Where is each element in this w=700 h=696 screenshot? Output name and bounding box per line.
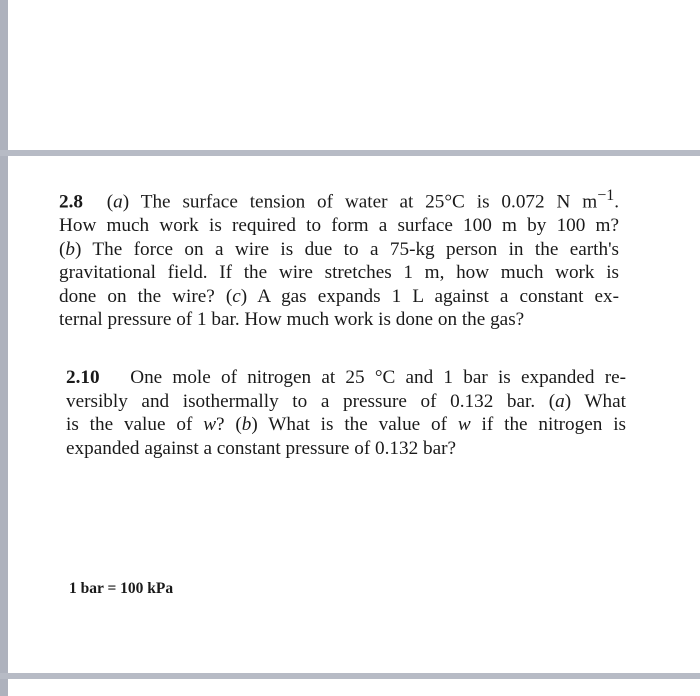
problem-2-8-line-3: (b) The force on a wire is due to a 75-kg person in the earth's — [59, 238, 619, 260]
problem-2-8-line-1: 2.8 (a) The surface tension of water at 25°C is 0.072 N $m^{-1}$. — [59, 187, 620, 213]
work-symbol: w — [203, 414, 217, 436]
problem-2-10-line-4: expanded against a constant pressure of 0.132 bar? — [66, 437, 457, 459]
part-letter: b — [241, 414, 252, 436]
problem-2-8-line-5: done on the wire? (c) A gas expands 1 L against a constant ex- — [59, 285, 619, 307]
problem-text: The surface tension of water at 25°C is 0.072 N m — [140, 191, 598, 213]
problem-2-8-line-4: gravitational field. If the wire stretches 1 m, how much work is — [59, 262, 619, 284]
problem-number: 2.8 — [59, 191, 83, 213]
part-letter: a — [555, 390, 565, 412]
part-letter: a — [113, 191, 123, 213]
superscript: −1 — [597, 187, 615, 204]
left-edge-bar — [0, 0, 8, 696]
unit-note: 1 bar = 100 kPa — [69, 580, 174, 597]
problem-2-8 — [59, 184, 619, 332]
bottom-separator — [0, 673, 700, 679]
problem-2-10-line-2: versibly and isothermally to a pressure of 0.132 bar. (a) What — [66, 390, 626, 412]
work-symbol: w — [457, 414, 471, 436]
problem-2-10-line-1: 2.10 One mole of nitrogen at 25 °C and 1 bar is expanded re- — [66, 367, 626, 388]
problem-2-8-line-6: ternal pressure of 1 bar. How much work is done on the gas? — [59, 309, 525, 331]
problem-2-10 — [66, 366, 626, 460]
problem-2-10-line-3: is the value of w? (b) What is the value of w if the nitrogen is — [66, 414, 627, 436]
part-letter: c — [232, 285, 241, 307]
problem-number: 2.10 — [66, 367, 100, 388]
problem-2-8-line-2: How much work is required to form a surface 100 m by 100 m? — [59, 214, 619, 236]
top-separator — [0, 150, 700, 156]
part-letter: b — [65, 238, 75, 260]
